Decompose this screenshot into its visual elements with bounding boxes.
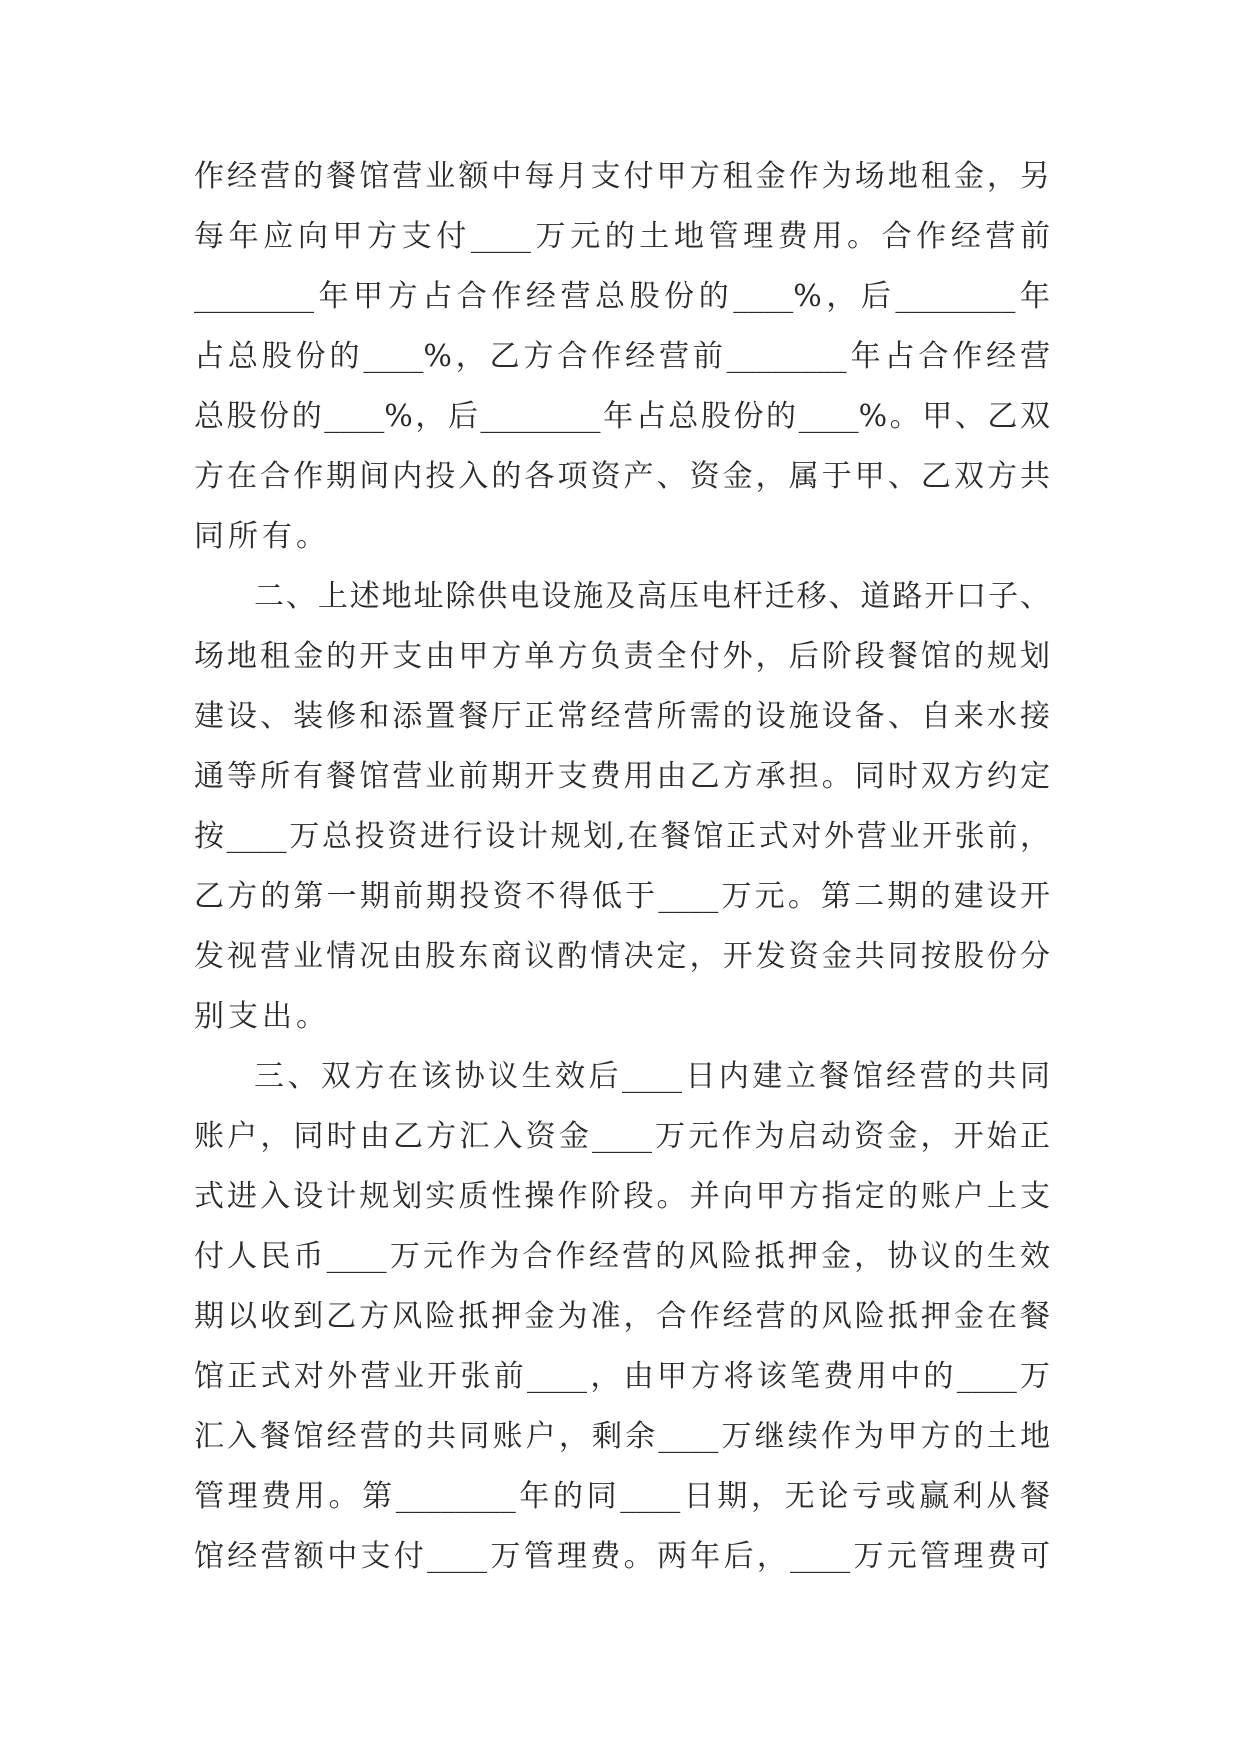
text-line-8: 二、上述地址除供电设施及高压电杆迁移、道路开口子、 (254, 579, 1050, 614)
text-line-4: 占总股份的____%，乙方合作经营前________年占合作经营 (194, 339, 1050, 374)
text-line-21: 馆正式对外营业开张前____，由甲方将该笔费用中的____万 (194, 1359, 1050, 1394)
text-line-12: 按____万总投资进行设计规划,在餐馆正式对外营业开张前， (194, 819, 1050, 854)
text-line-1: 作经营的餐馆营业额中每月支付甲方租金作为场地租金，另 (194, 159, 1050, 194)
text-line-16: 三、双方在该协议生效后____日内建立餐馆经营的共同 (254, 1059, 1050, 1094)
text-line-17: 账户，同时由乙方汇入资金____万元作为启动资金，开始正 (194, 1119, 1050, 1154)
text-line-2: 每年应向甲方支付____万元的土地管理费用。合作经营前 (194, 219, 1050, 254)
text-line-13: 乙方的第一期前期投资不得低于____万元。第二期的建设开 (194, 879, 1050, 914)
text-line-6: 方在合作期间内投入的各项资产、资金，属于甲、乙双方共 (194, 459, 1050, 494)
document-body (194, 158, 1050, 1598)
text-line-10: 建设、装修和添置餐厅正常经营所需的设施设备、自来水接 (194, 699, 1050, 734)
text-line-23: 管理费用。第________年的同____日期，无论亏或赢利从餐 (194, 1479, 1050, 1514)
text-line-11: 通等所有餐馆营业前期开支费用由乙方承担。同时双方约定 (194, 759, 1050, 794)
text-line-5: 总股份的____%，后________年占总股份的____%。甲、乙双 (194, 399, 1050, 434)
text-line-9: 场地租金的开支由甲方单方负责全付外，后阶段餐馆的规划 (194, 639, 1050, 674)
text-line-14: 发视营业情况由股东商议酌情决定，开发资金共同按股份分 (194, 939, 1050, 974)
text-line-15: 别支出。 (194, 999, 330, 1034)
text-line-20: 期以收到乙方风险抵押金为准，合作经营的风险抵押金在餐 (194, 1299, 1050, 1334)
text-line-18: 式进入设计规划实质性操作阶段。并向甲方指定的账户上支 (194, 1179, 1050, 1214)
text-line-3: ________年甲方占合作经营总股份的____%，后________年 (194, 279, 1050, 314)
text-line-7: 同所有。 (194, 519, 330, 554)
text-line-24: 馆经营额中支付____万管理费。两年后，____万元管理费可 (194, 1539, 1050, 1574)
text-line-22: 汇入餐馆经营的共同账户，剩余____万继续作为甲方的土地 (194, 1419, 1050, 1454)
text-line-19: 付人民币____万元作为合作经营的风险抵押金，协议的生效 (194, 1239, 1050, 1274)
